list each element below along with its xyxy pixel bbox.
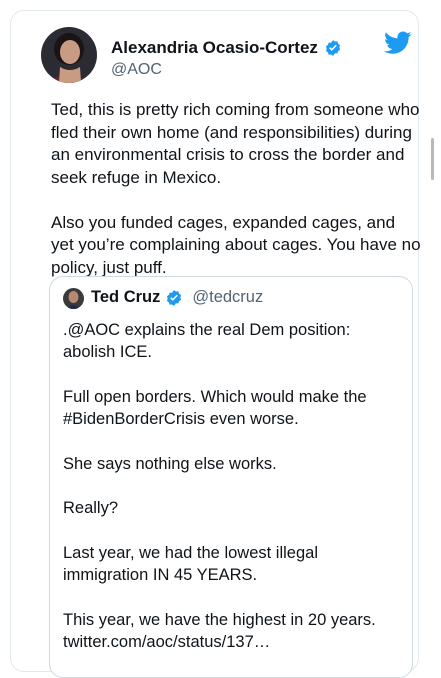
- quoted-author-handle[interactable]: @tedcruz: [192, 288, 264, 306]
- quoted-avatar-image: [63, 288, 84, 309]
- avatar-image: [41, 27, 97, 83]
- verified-badge-icon: [165, 289, 183, 307]
- author-name-row: [111, 38, 342, 58]
- author-handle[interactable]: @AOC: [111, 61, 162, 78]
- scrollbar-thumb[interactable]: [431, 138, 434, 180]
- quoted-tweet[interactable]: [49, 276, 413, 678]
- quoted-tweet-text: .@AOC explains the real Dem position: abolish ICE. Full open borders. Which would make the #BidenBorderCrisis even worse. She says nothing else works. Really? Last year, we had the lowest illegal immigration IN 45 YEARS. This year, we have the highest in 20 years. twitter.com/aoc/status/137…: [63, 321, 376, 652]
- author-display-name[interactable]: Alexandria Ocasio-Cortez: [111, 38, 318, 57]
- twitter-bird-icon[interactable]: [384, 31, 412, 55]
- quoted-author-avatar[interactable]: [63, 288, 84, 309]
- author-avatar[interactable]: [41, 27, 97, 83]
- quoted-author-row: [91, 288, 263, 307]
- verified-badge-icon: [324, 39, 342, 57]
- quoted-author-name[interactable]: Ted Cruz: [91, 288, 161, 306]
- tweet-text: Ted, this is pretty rich coming from someone who fled their own home (and responsibilities) during an environmental crisis to cross the border and seek refuge in Mexico. Also you funded cages, expanded cages, and yet you’re complaining about cages. You have no policy, just puff.: [51, 100, 421, 277]
- tweet-card[interactable]: [10, 10, 419, 672]
